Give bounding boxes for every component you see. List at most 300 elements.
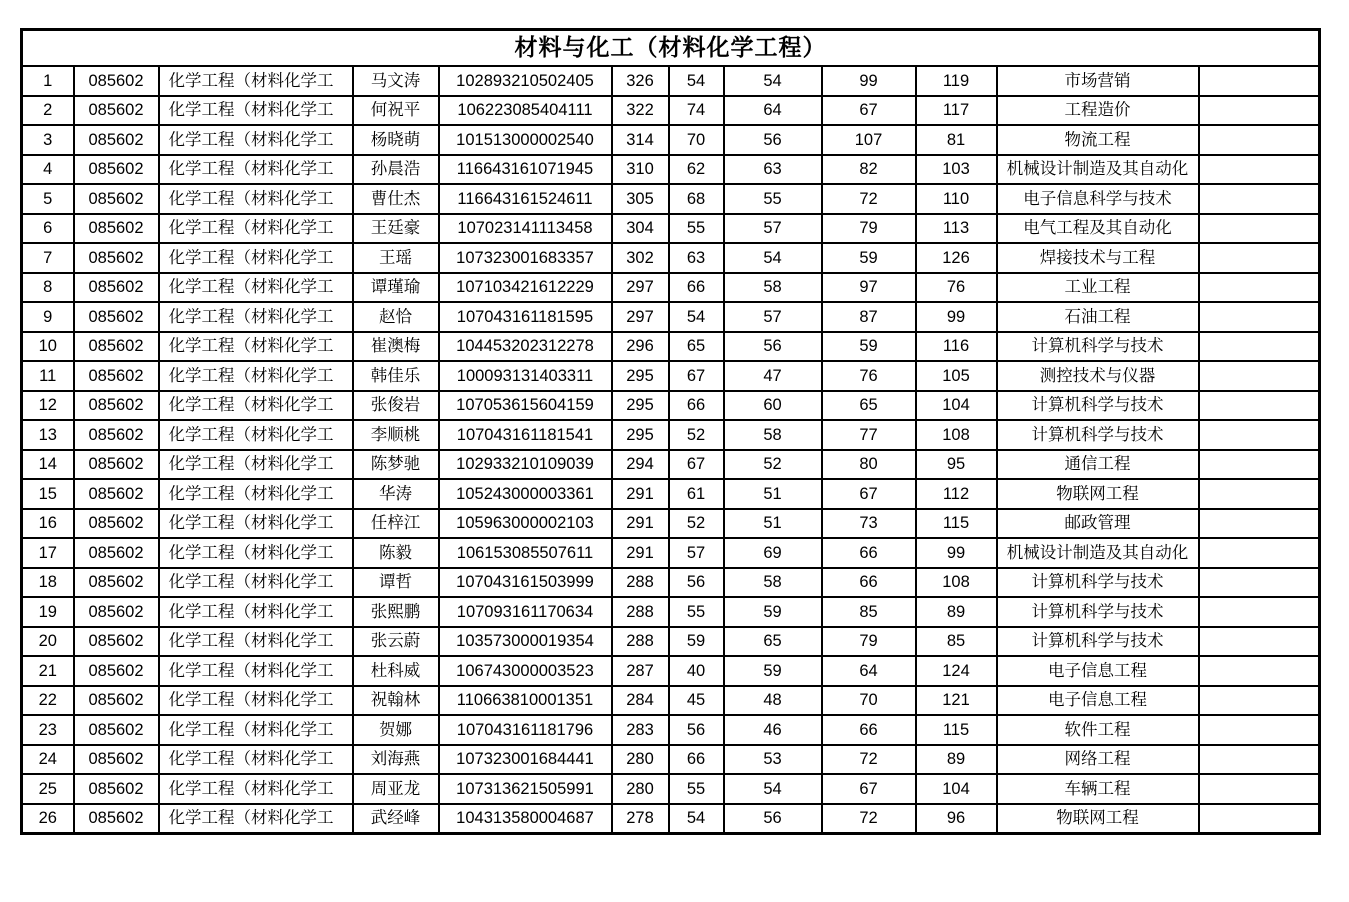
cell-program: 化学工程（材料化学工 (159, 450, 353, 480)
cell-note (1199, 420, 1320, 450)
cell-note (1199, 155, 1320, 185)
cell-code: 085602 (74, 155, 159, 185)
table-row (22, 597, 1320, 627)
cell-code: 085602 (74, 774, 159, 804)
cell-score_4: 119 (916, 66, 997, 96)
cell-score_4: 89 (916, 597, 997, 627)
cell-name: 贺娜 (353, 715, 439, 745)
cell-undergrad_major: 软件工程 (997, 715, 1199, 745)
cell-candidate_id: 107313621505991 (439, 774, 612, 804)
cell-program: 化学工程（材料化学工 (159, 361, 353, 391)
cell-note (1199, 568, 1320, 598)
cell-rank: 23 (22, 715, 74, 745)
cell-score_2: 58 (724, 568, 822, 598)
cell-program: 化学工程（材料化学工 (159, 214, 353, 244)
cell-score_2: 54 (724, 774, 822, 804)
cell-score_4: 126 (916, 243, 997, 273)
cell-rank: 1 (22, 66, 74, 96)
cell-note (1199, 479, 1320, 509)
table-row (22, 273, 1320, 303)
table-row (22, 568, 1320, 598)
cell-name: 周亚龙 (353, 774, 439, 804)
cell-name: 陈毅 (353, 538, 439, 568)
cell-score_3: 66 (822, 568, 916, 598)
cell-total_score: 305 (612, 184, 669, 214)
table-row (22, 96, 1320, 126)
cell-note (1199, 804, 1320, 834)
cell-name: 王瑶 (353, 243, 439, 273)
cell-name: 祝翰林 (353, 686, 439, 716)
cell-code: 085602 (74, 627, 159, 657)
cell-name: 张云蔚 (353, 627, 439, 657)
cell-name: 何祝平 (353, 96, 439, 126)
cell-candidate_id: 100093131403311 (439, 361, 612, 391)
cell-score_4: 108 (916, 568, 997, 598)
cell-score_3: 87 (822, 302, 916, 332)
cell-score_1: 54 (669, 804, 724, 834)
cell-note (1199, 66, 1320, 96)
cell-score_1: 66 (669, 273, 724, 303)
cell-total_score: 326 (612, 66, 669, 96)
table-row (22, 391, 1320, 421)
cell-code: 085602 (74, 656, 159, 686)
cell-rank: 19 (22, 597, 74, 627)
cell-score_3: 79 (822, 627, 916, 657)
cell-note (1199, 184, 1320, 214)
cell-score_1: 55 (669, 774, 724, 804)
cell-score_1: 57 (669, 538, 724, 568)
cell-candidate_id: 105243000003361 (439, 479, 612, 509)
cell-score_2: 57 (724, 214, 822, 244)
cell-code: 085602 (74, 214, 159, 244)
cell-undergrad_major: 市场营销 (997, 66, 1199, 96)
cell-undergrad_major: 电子信息科学与技术 (997, 184, 1199, 214)
cell-code: 085602 (74, 538, 159, 568)
cell-note (1199, 656, 1320, 686)
cell-rank: 2 (22, 96, 74, 126)
cell-score_1: 54 (669, 66, 724, 96)
cell-score_3: 64 (822, 656, 916, 686)
cell-score_2: 63 (724, 155, 822, 185)
cell-score_1: 56 (669, 568, 724, 598)
cell-score_1: 52 (669, 509, 724, 539)
cell-name: 谭哲 (353, 568, 439, 598)
cell-score_3: 79 (822, 214, 916, 244)
cell-candidate_id: 104313580004687 (439, 804, 612, 834)
cell-program: 化学工程（材料化学工 (159, 391, 353, 421)
table-row (22, 420, 1320, 450)
cell-program: 化学工程（材料化学工 (159, 155, 353, 185)
cell-total_score: 322 (612, 96, 669, 126)
cell-score_2: 54 (724, 243, 822, 273)
cell-code: 085602 (74, 509, 159, 539)
cell-name: 韩佳乐 (353, 361, 439, 391)
cell-score_4: 95 (916, 450, 997, 480)
cell-score_1: 65 (669, 332, 724, 362)
cell-name: 王廷豪 (353, 214, 439, 244)
cell-total_score: 288 (612, 597, 669, 627)
cell-code: 085602 (74, 302, 159, 332)
cell-rank: 25 (22, 774, 74, 804)
cell-score_1: 68 (669, 184, 724, 214)
cell-score_2: 47 (724, 361, 822, 391)
cell-score_1: 40 (669, 656, 724, 686)
cell-candidate_id: 101513000002540 (439, 125, 612, 155)
cell-candidate_id: 104453202312278 (439, 332, 612, 362)
cell-note (1199, 597, 1320, 627)
cell-total_score: 295 (612, 361, 669, 391)
cell-undergrad_major: 工程造价 (997, 96, 1199, 126)
cell-program: 化学工程（材料化学工 (159, 686, 353, 716)
cell-score_3: 99 (822, 66, 916, 96)
cell-rank: 16 (22, 509, 74, 539)
table-row (22, 450, 1320, 480)
cell-undergrad_major: 计算机科学与技术 (997, 391, 1199, 421)
cell-program: 化学工程（材料化学工 (159, 509, 353, 539)
cell-total_score: 295 (612, 391, 669, 421)
cell-total_score: 287 (612, 656, 669, 686)
cell-note (1199, 361, 1320, 391)
cell-candidate_id: 107323001684441 (439, 745, 612, 775)
cell-total_score: 297 (612, 273, 669, 303)
cell-name: 李顺桃 (353, 420, 439, 450)
cell-total_score: 291 (612, 479, 669, 509)
cell-score_4: 110 (916, 184, 997, 214)
cell-candidate_id: 106223085404111 (439, 96, 612, 126)
cell-program: 化学工程（材料化学工 (159, 774, 353, 804)
cell-score_3: 59 (822, 332, 916, 362)
cell-note (1199, 273, 1320, 303)
cell-undergrad_major: 工业工程 (997, 273, 1199, 303)
cell-code: 085602 (74, 96, 159, 126)
cell-score_3: 80 (822, 450, 916, 480)
cell-score_4: 81 (916, 125, 997, 155)
cell-note (1199, 774, 1320, 804)
cell-name: 任梓江 (353, 509, 439, 539)
cell-score_4: 115 (916, 509, 997, 539)
cell-total_score: 302 (612, 243, 669, 273)
cell-score_2: 57 (724, 302, 822, 332)
table-row (22, 361, 1320, 391)
cell-undergrad_major: 机械设计制造及其自动化 (997, 538, 1199, 568)
cell-candidate_id: 102893210502405 (439, 66, 612, 96)
cell-score_3: 77 (822, 420, 916, 450)
cell-score_3: 72 (822, 804, 916, 834)
cell-score_4: 117 (916, 96, 997, 126)
cell-candidate_id: 107093161170634 (439, 597, 612, 627)
cell-name: 华涛 (353, 479, 439, 509)
cell-score_2: 64 (724, 96, 822, 126)
cell-program: 化学工程（材料化学工 (159, 332, 353, 362)
cell-total_score: 291 (612, 538, 669, 568)
title-row (22, 30, 1320, 67)
table-row (22, 538, 1320, 568)
cell-code: 085602 (74, 243, 159, 273)
table-row (22, 745, 1320, 775)
cell-note (1199, 125, 1320, 155)
cell-rank: 10 (22, 332, 74, 362)
cell-undergrad_major: 计算机科学与技术 (997, 332, 1199, 362)
cell-undergrad_major: 网络工程 (997, 745, 1199, 775)
cell-total_score: 314 (612, 125, 669, 155)
cell-note (1199, 745, 1320, 775)
cell-name: 杨晓萌 (353, 125, 439, 155)
cell-score_1: 66 (669, 391, 724, 421)
cell-note (1199, 302, 1320, 332)
table-row (22, 243, 1320, 273)
cell-score_3: 67 (822, 96, 916, 126)
cell-name: 刘海燕 (353, 745, 439, 775)
cell-code: 085602 (74, 66, 159, 96)
cell-name: 陈梦驰 (353, 450, 439, 480)
cell-program: 化学工程（材料化学工 (159, 302, 353, 332)
cell-score_2: 65 (724, 627, 822, 657)
cell-score_4: 116 (916, 332, 997, 362)
cell-score_1: 52 (669, 420, 724, 450)
cell-score_1: 67 (669, 361, 724, 391)
cell-program: 化学工程（材料化学工 (159, 243, 353, 273)
cell-score_3: 67 (822, 479, 916, 509)
cell-candidate_id: 107043161503999 (439, 568, 612, 598)
cell-note (1199, 96, 1320, 126)
cell-note (1199, 715, 1320, 745)
cell-score_3: 59 (822, 243, 916, 273)
cell-score_4: 96 (916, 804, 997, 834)
cell-score_4: 104 (916, 391, 997, 421)
cell-note (1199, 391, 1320, 421)
cell-candidate_id: 102933210109039 (439, 450, 612, 480)
cell-candidate_id: 116643161071945 (439, 155, 612, 185)
cell-program: 化学工程（材料化学工 (159, 538, 353, 568)
cell-note (1199, 686, 1320, 716)
cell-score_1: 45 (669, 686, 724, 716)
cell-program: 化学工程（材料化学工 (159, 715, 353, 745)
table-row (22, 125, 1320, 155)
cell-note (1199, 509, 1320, 539)
cell-code: 085602 (74, 479, 159, 509)
cell-score_3: 97 (822, 273, 916, 303)
cell-undergrad_major: 焊接技术与工程 (997, 243, 1199, 273)
cell-score_3: 66 (822, 538, 916, 568)
cell-undergrad_major: 石油工程 (997, 302, 1199, 332)
cell-program: 化学工程（材料化学工 (159, 273, 353, 303)
cell-score_3: 82 (822, 155, 916, 185)
cell-program: 化学工程（材料化学工 (159, 804, 353, 834)
cell-total_score: 283 (612, 715, 669, 745)
cell-note (1199, 332, 1320, 362)
cell-rank: 7 (22, 243, 74, 273)
cell-score_2: 56 (724, 804, 822, 834)
cell-score_4: 89 (916, 745, 997, 775)
cell-score_1: 67 (669, 450, 724, 480)
cell-score_1: 70 (669, 125, 724, 155)
cell-undergrad_major: 物流工程 (997, 125, 1199, 155)
cell-score_4: 85 (916, 627, 997, 657)
cell-score_2: 58 (724, 420, 822, 450)
cell-undergrad_major: 测控技术与仪器 (997, 361, 1199, 391)
cell-score_2: 48 (724, 686, 822, 716)
cell-score_2: 59 (724, 597, 822, 627)
cell-code: 085602 (74, 686, 159, 716)
cell-note (1199, 627, 1320, 657)
cell-rank: 24 (22, 745, 74, 775)
cell-undergrad_major: 计算机科学与技术 (997, 597, 1199, 627)
cell-name: 崔澳梅 (353, 332, 439, 362)
cell-score_4: 99 (916, 302, 997, 332)
cell-code: 085602 (74, 184, 159, 214)
cell-code: 085602 (74, 125, 159, 155)
cell-score_2: 52 (724, 450, 822, 480)
cell-program: 化学工程（材料化学工 (159, 125, 353, 155)
cell-score_2: 56 (724, 332, 822, 362)
table-row (22, 302, 1320, 332)
cell-score_3: 72 (822, 184, 916, 214)
cell-program: 化学工程（材料化学工 (159, 420, 353, 450)
cell-score_2: 55 (724, 184, 822, 214)
cell-candidate_id: 107323001683357 (439, 243, 612, 273)
cell-rank: 8 (22, 273, 74, 303)
table-row (22, 479, 1320, 509)
table-row (22, 184, 1320, 214)
cell-program: 化学工程（材料化学工 (159, 597, 353, 627)
cell-candidate_id: 107043161181595 (439, 302, 612, 332)
cell-score_2: 53 (724, 745, 822, 775)
cell-code: 085602 (74, 273, 159, 303)
table-row (22, 686, 1320, 716)
cell-score_4: 112 (916, 479, 997, 509)
cell-program: 化学工程（材料化学工 (159, 479, 353, 509)
cell-undergrad_major: 计算机科学与技术 (997, 627, 1199, 657)
cell-candidate_id: 103573000019354 (439, 627, 612, 657)
cell-undergrad_major: 邮政管理 (997, 509, 1199, 539)
cell-score_3: 66 (822, 715, 916, 745)
cell-rank: 14 (22, 450, 74, 480)
cell-undergrad_major: 物联网工程 (997, 804, 1199, 834)
cell-total_score: 310 (612, 155, 669, 185)
cell-score_4: 121 (916, 686, 997, 716)
cell-score_4: 76 (916, 273, 997, 303)
cell-program: 化学工程（材料化学工 (159, 568, 353, 598)
cell-code: 085602 (74, 715, 159, 745)
cell-code: 085602 (74, 361, 159, 391)
cell-score_2: 56 (724, 125, 822, 155)
cell-score_1: 62 (669, 155, 724, 185)
cell-rank: 21 (22, 656, 74, 686)
cell-name: 孙晨浩 (353, 155, 439, 185)
cell-name: 张熙鹏 (353, 597, 439, 627)
cell-candidate_id: 107023141113458 (439, 214, 612, 244)
cell-score_3: 72 (822, 745, 916, 775)
cell-score_2: 59 (724, 656, 822, 686)
cell-name: 赵恰 (353, 302, 439, 332)
cell-rank: 15 (22, 479, 74, 509)
cell-candidate_id: 116643161524611 (439, 184, 612, 214)
cell-candidate_id: 106153085507611 (439, 538, 612, 568)
cell-candidate_id: 107043161181796 (439, 715, 612, 745)
cell-score_1: 63 (669, 243, 724, 273)
cell-name: 杜科威 (353, 656, 439, 686)
cell-rank: 20 (22, 627, 74, 657)
cell-candidate_id: 110663810001351 (439, 686, 612, 716)
cell-rank: 17 (22, 538, 74, 568)
cell-total_score: 284 (612, 686, 669, 716)
cell-note (1199, 538, 1320, 568)
cell-score_4: 113 (916, 214, 997, 244)
table-row (22, 332, 1320, 362)
table-row (22, 774, 1320, 804)
cell-total_score: 297 (612, 302, 669, 332)
cell-total_score: 295 (612, 420, 669, 450)
cell-score_3: 67 (822, 774, 916, 804)
cell-code: 085602 (74, 450, 159, 480)
cell-code: 085602 (74, 597, 159, 627)
table-row (22, 656, 1320, 686)
cell-score_3: 76 (822, 361, 916, 391)
cell-name: 张俊岩 (353, 391, 439, 421)
cell-score_1: 59 (669, 627, 724, 657)
cell-score_2: 46 (724, 715, 822, 745)
cell-candidate_id: 106743000003523 (439, 656, 612, 686)
cell-total_score: 304 (612, 214, 669, 244)
cell-total_score: 294 (612, 450, 669, 480)
cell-program: 化学工程（材料化学工 (159, 184, 353, 214)
cell-code: 085602 (74, 391, 159, 421)
cell-score_4: 99 (916, 538, 997, 568)
cell-code: 085602 (74, 568, 159, 598)
table-row (22, 214, 1320, 244)
cell-rank: 18 (22, 568, 74, 598)
table-row (22, 155, 1320, 185)
cell-score_3: 107 (822, 125, 916, 155)
cell-note (1199, 243, 1320, 273)
cell-score_4: 108 (916, 420, 997, 450)
cell-score_3: 73 (822, 509, 916, 539)
cell-total_score: 288 (612, 627, 669, 657)
cell-undergrad_major: 物联网工程 (997, 479, 1199, 509)
cell-name: 谭瑾瑜 (353, 273, 439, 303)
cell-rank: 13 (22, 420, 74, 450)
cell-rank: 5 (22, 184, 74, 214)
cell-score_2: 58 (724, 273, 822, 303)
table-row (22, 804, 1320, 834)
cell-undergrad_major: 车辆工程 (997, 774, 1199, 804)
cell-score_1: 56 (669, 715, 724, 745)
cell-score_3: 65 (822, 391, 916, 421)
cell-rank: 4 (22, 155, 74, 185)
cell-score_1: 66 (669, 745, 724, 775)
cell-program: 化学工程（材料化学工 (159, 627, 353, 657)
cell-score_1: 61 (669, 479, 724, 509)
cell-name: 曹仕杰 (353, 184, 439, 214)
cell-score_3: 85 (822, 597, 916, 627)
cell-note (1199, 450, 1320, 480)
cell-program: 化学工程（材料化学工 (159, 96, 353, 126)
cell-score_2: 69 (724, 538, 822, 568)
cell-undergrad_major: 电子信息工程 (997, 656, 1199, 686)
cell-code: 085602 (74, 420, 159, 450)
table-row (22, 715, 1320, 745)
cell-undergrad_major: 电子信息工程 (997, 686, 1199, 716)
cell-score_1: 55 (669, 214, 724, 244)
cell-program: 化学工程（材料化学工 (159, 656, 353, 686)
cell-rank: 6 (22, 214, 74, 244)
cell-note (1199, 214, 1320, 244)
table-title: 材料与化工（材料化学工程） (22, 30, 1320, 67)
table-row (22, 627, 1320, 657)
cell-score_1: 54 (669, 302, 724, 332)
cell-total_score: 280 (612, 774, 669, 804)
cell-total_score: 280 (612, 745, 669, 775)
